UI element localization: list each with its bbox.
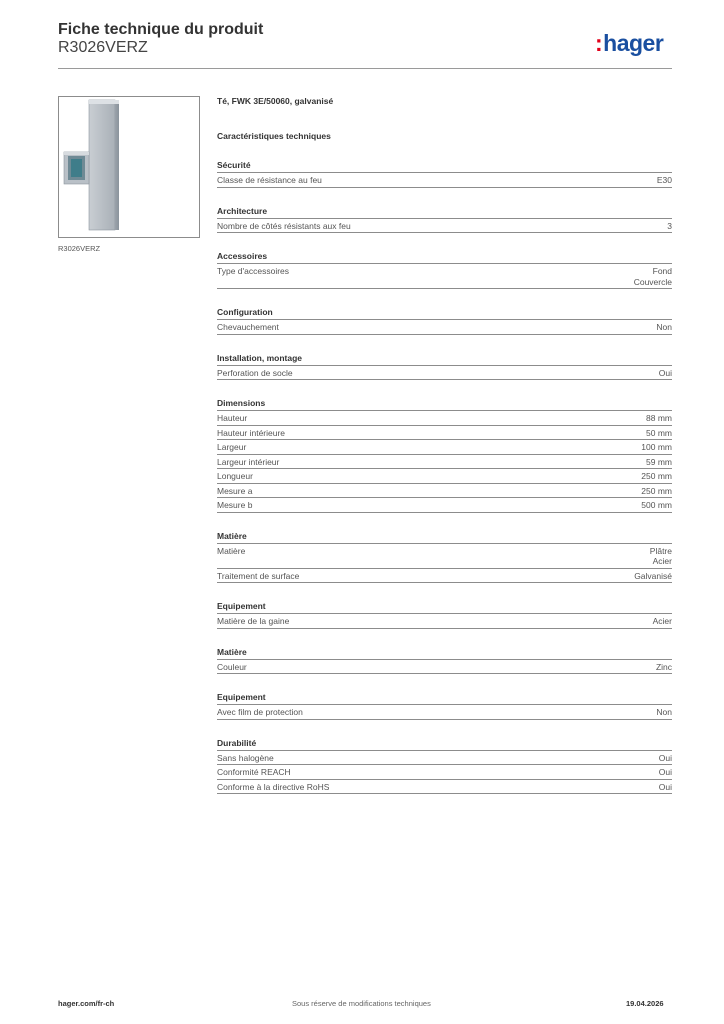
product-photo-icon — [59, 97, 199, 237]
spec-section — [217, 196, 672, 234]
spec-value-line: 50 mm — [646, 427, 672, 438]
spec-row — [217, 569, 672, 584]
spec-label: Matière de la gaine — [217, 616, 290, 626]
spec-value — [646, 428, 672, 439]
spec-label: Type d'accessoires — [217, 266, 290, 276]
page-title: Fiche technique du produit — [58, 21, 264, 38]
spec-value — [634, 571, 672, 582]
section-title: Sécurité — [217, 150, 672, 173]
spec-label: Couleur — [217, 661, 247, 672]
spec-row — [217, 614, 672, 629]
characteristics-title: Caractéristiques techniques — [217, 131, 331, 141]
spec-value-line: Couvercle — [633, 276, 672, 287]
spec-row — [217, 173, 672, 188]
spec-value — [667, 221, 672, 232]
spec-row — [217, 705, 672, 720]
spec-section — [217, 591, 672, 629]
spec-value — [656, 707, 672, 718]
spec-row — [217, 455, 672, 470]
spec-value — [659, 782, 672, 793]
spec-label: Mesure b — [217, 500, 253, 510]
spec-value-line: Oui — [658, 781, 672, 792]
spec-label: Longueur — [217, 471, 253, 481]
footer-website[interactable]: hager.com/fr-ch — [58, 999, 115, 1008]
spec-label: Perforation de socle — [217, 367, 293, 378]
spec-row — [217, 320, 672, 335]
spec-label: Chevauchement — [217, 322, 279, 332]
section-title: Architecture — [217, 196, 672, 219]
spec-label: Nombre de côtés résistants aux feu — [217, 220, 351, 231]
section-title: Equipement — [217, 591, 672, 614]
spec-label: Classe de résistance au feu — [217, 175, 322, 185]
spec-value-line: Oui — [658, 367, 672, 378]
spec-value-line: Acier — [652, 556, 672, 566]
spec-section — [217, 241, 672, 289]
spec-value-line: Acier — [652, 616, 672, 626]
spec-label: Largeur — [217, 442, 247, 452]
hager-logo[interactable] — [595, 30, 663, 57]
spec-row — [217, 765, 672, 780]
section-title: Matière — [217, 521, 672, 544]
spec-value — [659, 368, 672, 379]
spec-row — [217, 426, 672, 441]
spec-label: Traitement de surface — [217, 570, 300, 581]
spec-row — [217, 780, 672, 795]
spec-value-line: Fond — [652, 266, 672, 276]
spec-value-line: 59 mm — [646, 456, 672, 467]
header-divider — [58, 68, 672, 69]
spec-value — [650, 546, 672, 567]
spec-value — [641, 442, 672, 453]
spec-value — [641, 486, 672, 497]
spec-section — [217, 682, 672, 720]
spec-value-line: Non — [656, 707, 672, 717]
spec-value — [646, 457, 672, 468]
section-title: Durabilité — [217, 728, 672, 751]
technical-specs — [217, 95, 672, 794]
spec-value — [653, 616, 672, 627]
spec-value-line: E30 — [656, 175, 672, 185]
section-title: Equipement — [217, 682, 672, 705]
product-name: Té, FWK 3E/50060, galvanisé — [217, 96, 334, 106]
spec-value-line: Non — [656, 322, 672, 332]
spec-value — [656, 322, 672, 333]
spec-row — [217, 411, 672, 426]
spec-value — [641, 500, 672, 511]
spec-row — [217, 219, 672, 234]
spec-value — [646, 413, 672, 424]
spec-row — [217, 498, 672, 513]
section-title: Dimensions — [217, 388, 672, 411]
spec-section — [217, 297, 672, 335]
spec-value-line: Zinc — [655, 661, 672, 672]
spec-section — [217, 150, 672, 188]
spec-value-line: 100 mm — [641, 442, 672, 452]
section-title: Configuration — [217, 297, 672, 320]
spec-value-line: 3 — [667, 220, 672, 231]
spec-label: Avec film de protection — [217, 707, 303, 717]
spec-section — [217, 343, 672, 381]
spec-label: Hauteur intérieure — [217, 427, 286, 438]
section-title: Accessoires — [217, 241, 672, 264]
spec-label: Conformité REACH — [217, 767, 291, 777]
logo-text: hager — [603, 30, 664, 56]
spec-value-line: Galvanisé — [634, 570, 672, 581]
spec-label: Matière — [217, 545, 246, 556]
spec-value — [659, 753, 672, 764]
spec-value-line: 250 mm — [641, 485, 672, 496]
logo-colon-icon: : — [595, 30, 603, 56]
footer-disclaimer: Sous réserve de modifications techniques — [292, 999, 431, 1008]
spec-value-line: Oui — [658, 752, 672, 763]
image-caption: R3026VERZ — [58, 244, 101, 253]
spec-row — [217, 366, 672, 381]
spec-value-line: 500 mm — [641, 500, 672, 510]
spec-sections — [217, 150, 672, 794]
section-title: Matière — [217, 637, 672, 660]
spec-label: Conforme à la directive RoHS — [217, 781, 330, 792]
spec-row — [217, 469, 672, 484]
spec-section — [217, 728, 672, 795]
spec-row — [217, 264, 672, 289]
product-code: R3026VERZ — [58, 39, 148, 56]
spec-section — [217, 637, 672, 675]
spec-label: Hauteur — [217, 413, 248, 423]
spec-section — [217, 521, 672, 584]
spec-row — [217, 484, 672, 499]
product-image-frame — [58, 96, 200, 238]
spec-value-line: Oui — [658, 767, 672, 777]
footer-date: 19.04.2026 — [626, 999, 664, 1008]
spec-label: Sans halogène — [217, 752, 274, 763]
spec-label: Largeur intérieur — [217, 456, 280, 467]
spec-label: Mesure a — [217, 485, 253, 496]
section-title: Installation, montage — [217, 343, 672, 366]
spec-row — [217, 751, 672, 766]
spec-value — [659, 767, 672, 778]
spec-value — [656, 662, 672, 673]
spec-row — [217, 660, 672, 675]
spec-value — [641, 471, 672, 482]
spec-value — [657, 175, 672, 186]
spec-row — [217, 440, 672, 455]
spec-value — [634, 266, 672, 287]
spec-value-line: 250 mm — [641, 471, 672, 481]
spec-row — [217, 544, 672, 569]
spec-value-line: Plâtre — [649, 545, 672, 556]
spec-value-line: 88 mm — [646, 413, 672, 423]
spec-section — [217, 388, 672, 513]
